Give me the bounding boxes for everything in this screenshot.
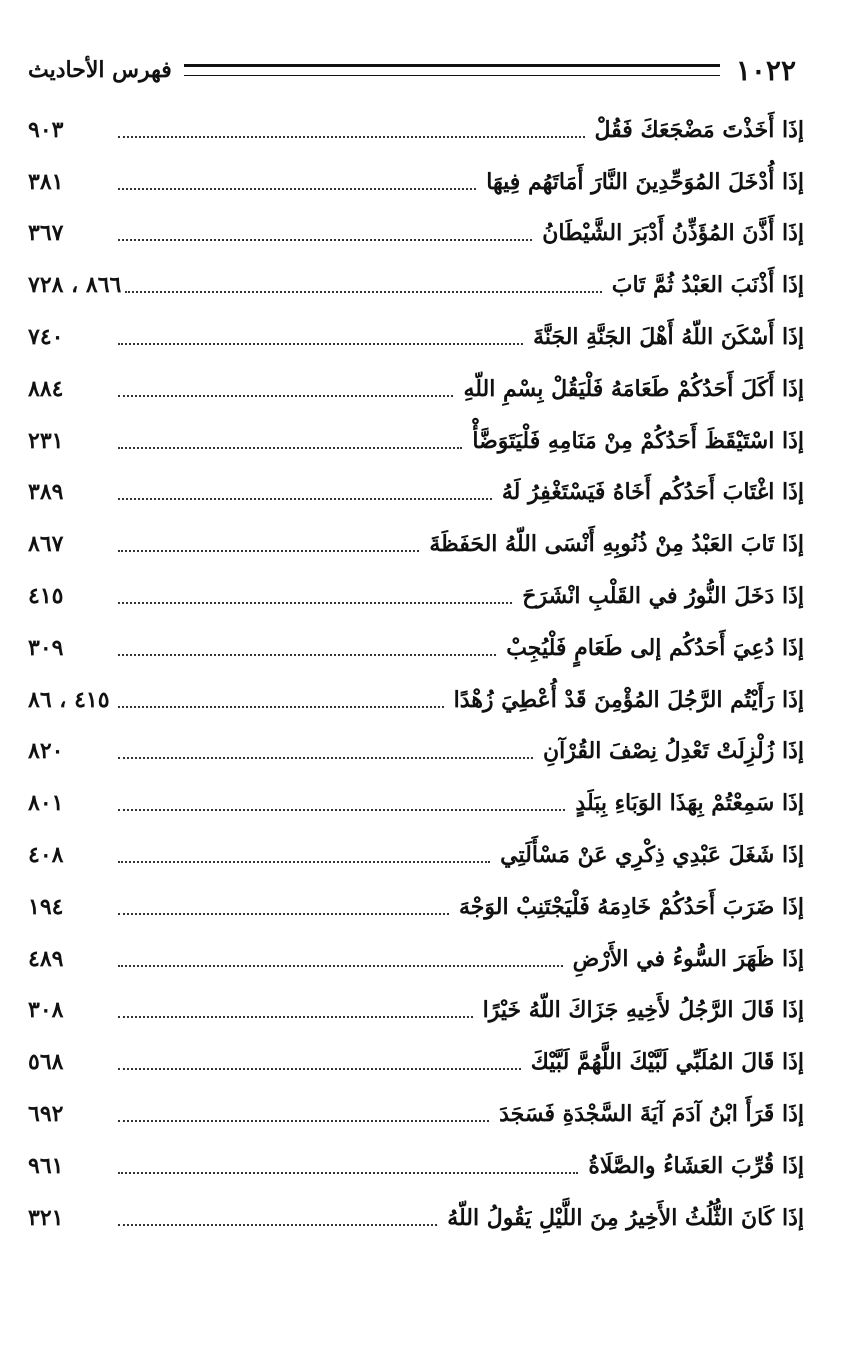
dot-leader [118,899,449,915]
dot-leader [118,1106,489,1122]
hadith-text: إذَا اغْتَابَ أَحَدُكُم أَخَاهُ فَيَسْتَغْفِرُ لَهُ [501,479,804,506]
page-references: ٨٠١ [28,790,64,817]
dot-leader [118,225,532,241]
dot-leader [118,1002,473,1018]
dot-leader [118,951,563,967]
dot-leader [118,381,453,397]
index-entry [28,674,804,726]
index-entry [28,622,804,674]
hadith-text: إذَا قَالَ المُلَبِّي لَبَّيْكَ اللَّهُمَّ لَبَّيْكَ [530,1049,804,1076]
index-entry [28,726,804,778]
dot-leader [118,847,490,863]
page-references: ٣٨٩ [28,479,64,506]
page-references: ٤١٥ ، ٨٦ [28,686,110,713]
hadith-text: إذَا أَذَّنَ المُؤَذِّنُ أَدْبَرَ الشَّيْطَانُ [542,220,804,247]
hadith-text: إذَا كَانَ الثُّلُثُ الأَخِيرُ مِنَ اللَّيْلِ يَقُولُ اللّهُ [447,1204,804,1231]
hadith-text: إذَا قَرَأَ ابْنُ آدَمَ آيَةَ السَّجْدَةِ فَسَجَدَ [499,1101,804,1128]
index-entry [28,518,804,570]
page-references: ٩٠٣ [28,116,64,143]
hadith-text: إذَا شَغَلَ عَبْدِي ذِكْرِي عَنْ مَسْأَلَتِي [500,842,804,869]
dot-leader [118,484,492,500]
index-entry [28,777,804,829]
index-entry [28,156,804,208]
hadith-text: إذَا زُلْزِلَتْ تَعْدِلُ نِصْفَ القُرْآنِ [542,738,804,765]
index-entry [28,415,804,467]
index-entry [28,259,804,311]
index-entry [28,311,804,363]
page-references: ٨٦٦ ، ٧٢٨ [28,272,122,299]
index-entry [28,1140,804,1192]
page-references: ٣٨١ [28,168,64,195]
page-references: ٨٦٧ [28,531,64,558]
index-entry [28,570,804,622]
page-references: ٤١٥ [28,583,64,610]
page-references: ٣٢١ [28,1204,64,1231]
hadith-text: إذَا دُعِيَ أَحَدُكُم إلى طَعَامٍ فَلْيُجِبْ [506,634,804,661]
hadith-text: إذَا ظَهَرَ السُّوءُ في الأَرْضِ [572,945,804,972]
hadith-text: إذَا دَخَلَ النُّورُ في القَلْبِ انْشَرَحَ [522,583,804,610]
dot-leader [118,588,512,604]
hadith-text: إذَا تَابَ العَبْدُ مِنْ ذُنُوبِهِ أَنْسَى اللّهُ الحَفَظَةَ [429,531,804,558]
index-entry [28,881,804,933]
dot-leader [118,433,462,449]
page-references: ٨٢٠ [28,738,64,765]
dot-leader [125,277,601,293]
hadith-text: إذَا قُرِّبَ العَشَاءُ والصَّلَاةُ [588,1152,804,1179]
dot-leader [118,536,419,552]
running-title: فهرس الأحاديث [28,57,172,83]
hadith-text: إذَا رَأَيْتُم الرَّجُلَ المُؤْمِنَ قَدْ أُعْطِيَ زُهْدًا [453,686,804,713]
hadith-text: إذَا ضَرَبَ أَحَدُكُمْ خَادِمَهُ فَلْيَجْتَنِبْ الوَجْهَ [459,893,804,920]
page-number: ١٠٢٢ [735,53,796,87]
hadith-index-list [28,104,804,1244]
hadith-text: إذَا أَسْكَنَ اللّهُ أَهْلَ الجَنَّةِ الجَنَّةَ [533,324,804,351]
hadith-text: إذَا سَمِعْتُمْ بِهَذَا الوَبَاءِ بِبَلَدٍ [575,790,804,817]
index-entry [28,208,804,260]
page-references: ١٩٤ [28,893,64,920]
hadith-text: إذَا أَذْنَبَ العَبْدُ ثُمَّ تَابَ [611,272,804,299]
page-references: ٩٦١ [28,1152,64,1179]
dot-leader [118,640,496,656]
index-entry [28,104,804,156]
page-references: ٥٦٨ [28,1049,64,1076]
page-references: ٧٤٠ [28,324,64,351]
page-references: ٣٦٧ [28,220,64,247]
header-rule [184,64,720,76]
index-entry [28,933,804,985]
dot-leader [118,122,585,138]
dot-leader [118,1158,578,1174]
index-entry [28,1088,804,1140]
dot-leader [118,1210,437,1226]
page-references: ٨٨٤ [28,375,64,402]
dot-leader [118,692,444,708]
index-entry [28,1036,804,1088]
page-references: ٣٠٩ [28,634,64,661]
page-header [28,48,796,92]
index-entry [28,363,804,415]
dot-leader [118,743,533,759]
hadith-text: إذَا أَكَلَ أَحَدُكُمْ طَعَامَهُ فَلْيَقُلْ بِسْمِ اللّهِ [463,375,804,402]
page-references: ٢٣١ [28,427,64,454]
hadith-text: إذَا قَالَ الرَّجُلُ لأَخِيهِ جَزَاكَ اللّهُ خَيْرًا [482,997,804,1024]
index-entry [28,1192,804,1244]
dot-leader [118,1054,521,1070]
page-references: ٣٠٨ [28,997,64,1024]
hadith-text: إذَا أُدْخَلَ المُوَحِّدِينَ النَّارَ أَمَاتَهُم فِيهَا [486,168,804,195]
index-entry [28,467,804,519]
hadith-text: إذَا أَخَذْتَ مَضْجَعَكَ فَقُلْ [594,116,804,143]
index-entry [28,829,804,881]
page-references: ٤٨٩ [28,945,64,972]
index-entry [28,985,804,1037]
dot-leader [118,329,523,345]
page-references: ٤٠٨ [28,842,64,869]
hadith-text: إذَا اسْتَيْقَظَ أَحَدُكُمْ مِنْ مَنَامِهِ فَلْيَتَوَضَّأْ [472,427,804,454]
page-references: ٦٩٢ [28,1101,64,1128]
dot-leader [118,795,565,811]
dot-leader [118,174,476,190]
